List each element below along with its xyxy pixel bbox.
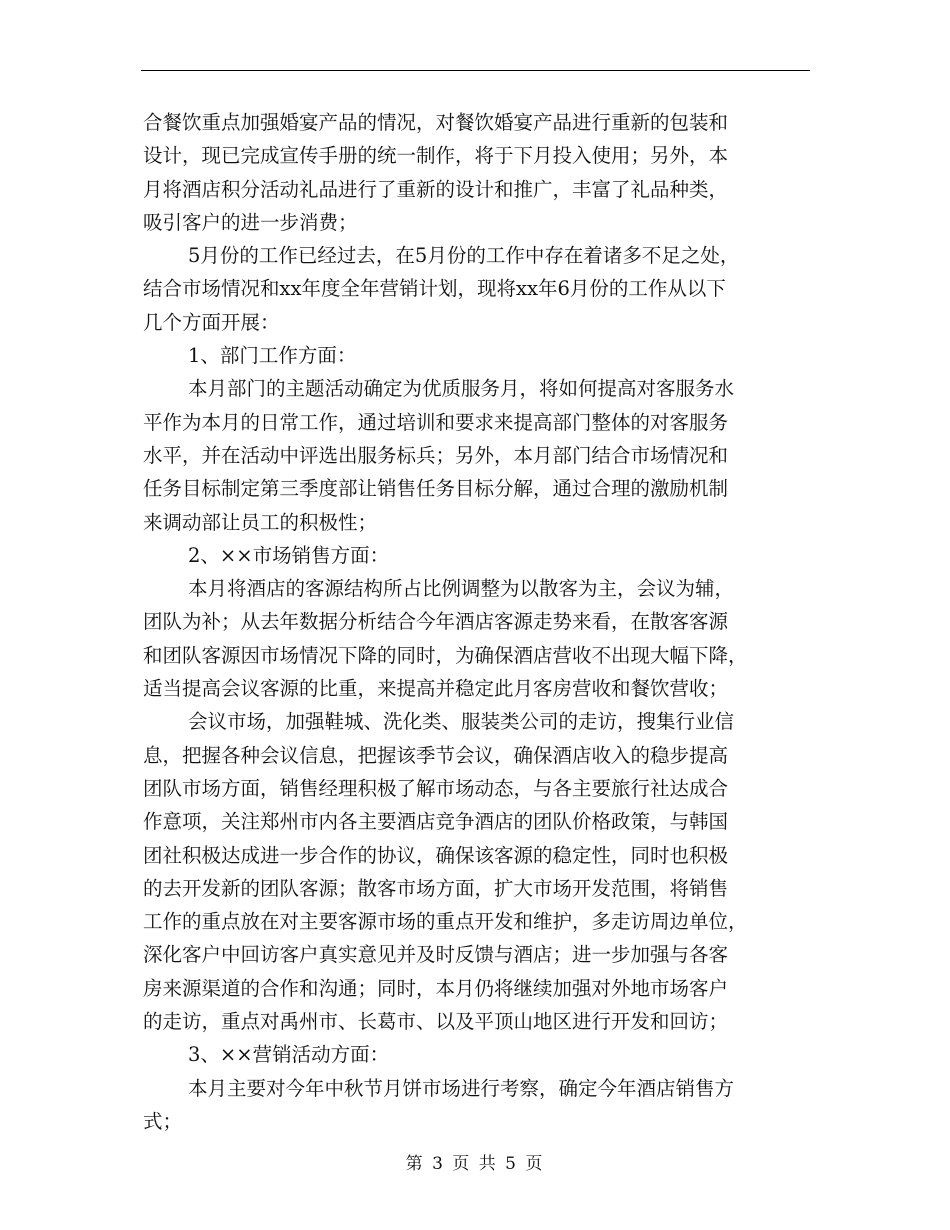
text-line: 的走访，重点对禹州市、长葛市、以及平顶山地区进行开发和回访； <box>143 1010 729 1034</box>
section-heading-marketing-activities: 3、××营销活动方面： <box>188 1043 390 1067</box>
text-line: 作意项，关注郑州市内各主要酒店竞争酒店的团队价格政策，与韩国 <box>143 810 729 834</box>
text-line: 工作的重点放在对主要客源市场的重点开发和维护，多走访周边单位， <box>143 910 748 934</box>
text-line: 吸引客户的进一步消费； <box>143 210 358 234</box>
text-line: 任务目标制定第三季度部让销售任务目标分解，通过合理的激励机制 <box>143 477 729 501</box>
text-line: 月将酒店积分活动礼品进行了重新的设计和推广，丰富了礼品种类， <box>143 177 729 201</box>
text-line: 团队为补；从去年数据分析结合今年酒店客源走势来看，在散客客源 <box>143 610 729 634</box>
page-number-footer: 第 3 页 共 5 页 <box>405 1154 545 1174</box>
text-line: 房来源渠道的合作和沟通；同时，本月仍将继续加强对外地市场客户 <box>143 976 729 1000</box>
text-line: 式； <box>143 1109 183 1133</box>
text-line: 几个方面开展： <box>143 310 280 334</box>
paragraph-start-line: 5月份的工作已经过去，在5月份的工作中存在着诸多不足之处， <box>188 244 740 268</box>
header-rule <box>141 70 810 71</box>
text-line: 的去开发新的团队客源；散客市场方面，扩大市场开发范围，将销售 <box>143 876 729 900</box>
text-line: 结合市场情况和xx年度全年营销计划，现将xx年6月份的工作从以下 <box>143 277 726 301</box>
paragraph-start-line: 本月部门的主题活动确定为优质服务月，将如何提高对客服务水 <box>188 377 735 401</box>
text-line: 深化客户中回访客户真实意见并及时反馈与酒店；进一步加强与各客 <box>143 943 729 967</box>
text-line: 团社积极达成进一步合作的协议，确保该客源的稳定性，同时也积极 <box>143 843 729 867</box>
document-body <box>143 106 812 1138</box>
paragraph-start-line: 本月主要对今年中秋节月饼市场进行考察，确定今年酒店销售方 <box>188 1076 735 1100</box>
text-line: 适当提高会议客源的比重，来提高并稳定此月客房营收和餐饮营收； <box>143 677 729 701</box>
text-line: 合餐饮重点加强婚宴产品的情况，对餐饮婚宴产品进行重新的包装和 <box>143 111 729 134</box>
text-line: 水平，并在活动中评选出服务标兵；另外，本月部门结合市场情况和 <box>143 443 729 467</box>
text-line: 息，把握各种会议信息，把握该季节会议，确保酒店收入的稳步提高 <box>143 743 729 767</box>
text-line: 团队市场方面，销售经理积极了解市场动态，与各主要旅行社达成合 <box>143 776 729 800</box>
text-line: 平作为本月的日常工作，通过培训和要求来提高部门整体的对客服务 <box>143 410 729 434</box>
section-heading-market-sales: 2、××市场销售方面： <box>188 543 390 567</box>
section-heading-department: 1、部门工作方面： <box>188 344 357 368</box>
paragraph-start-line: 本月将酒店的客源结构所占比例调整为以散客为主，会议为辅， <box>188 577 735 601</box>
text-line: 和团队客源因市场情况下降的同时，为确保酒店营收不出现大幅下降， <box>143 643 748 667</box>
text-line: 设计，现已完成宣传手册的统一制作，将于下月投入使用；另外，本 <box>143 144 729 168</box>
text-line: 来调动部让员工的积极性； <box>143 510 378 534</box>
paragraph-start-line: 会议市场，加强鞋城、洗化类、服装类公司的走访，搜集行业信 <box>188 710 735 734</box>
